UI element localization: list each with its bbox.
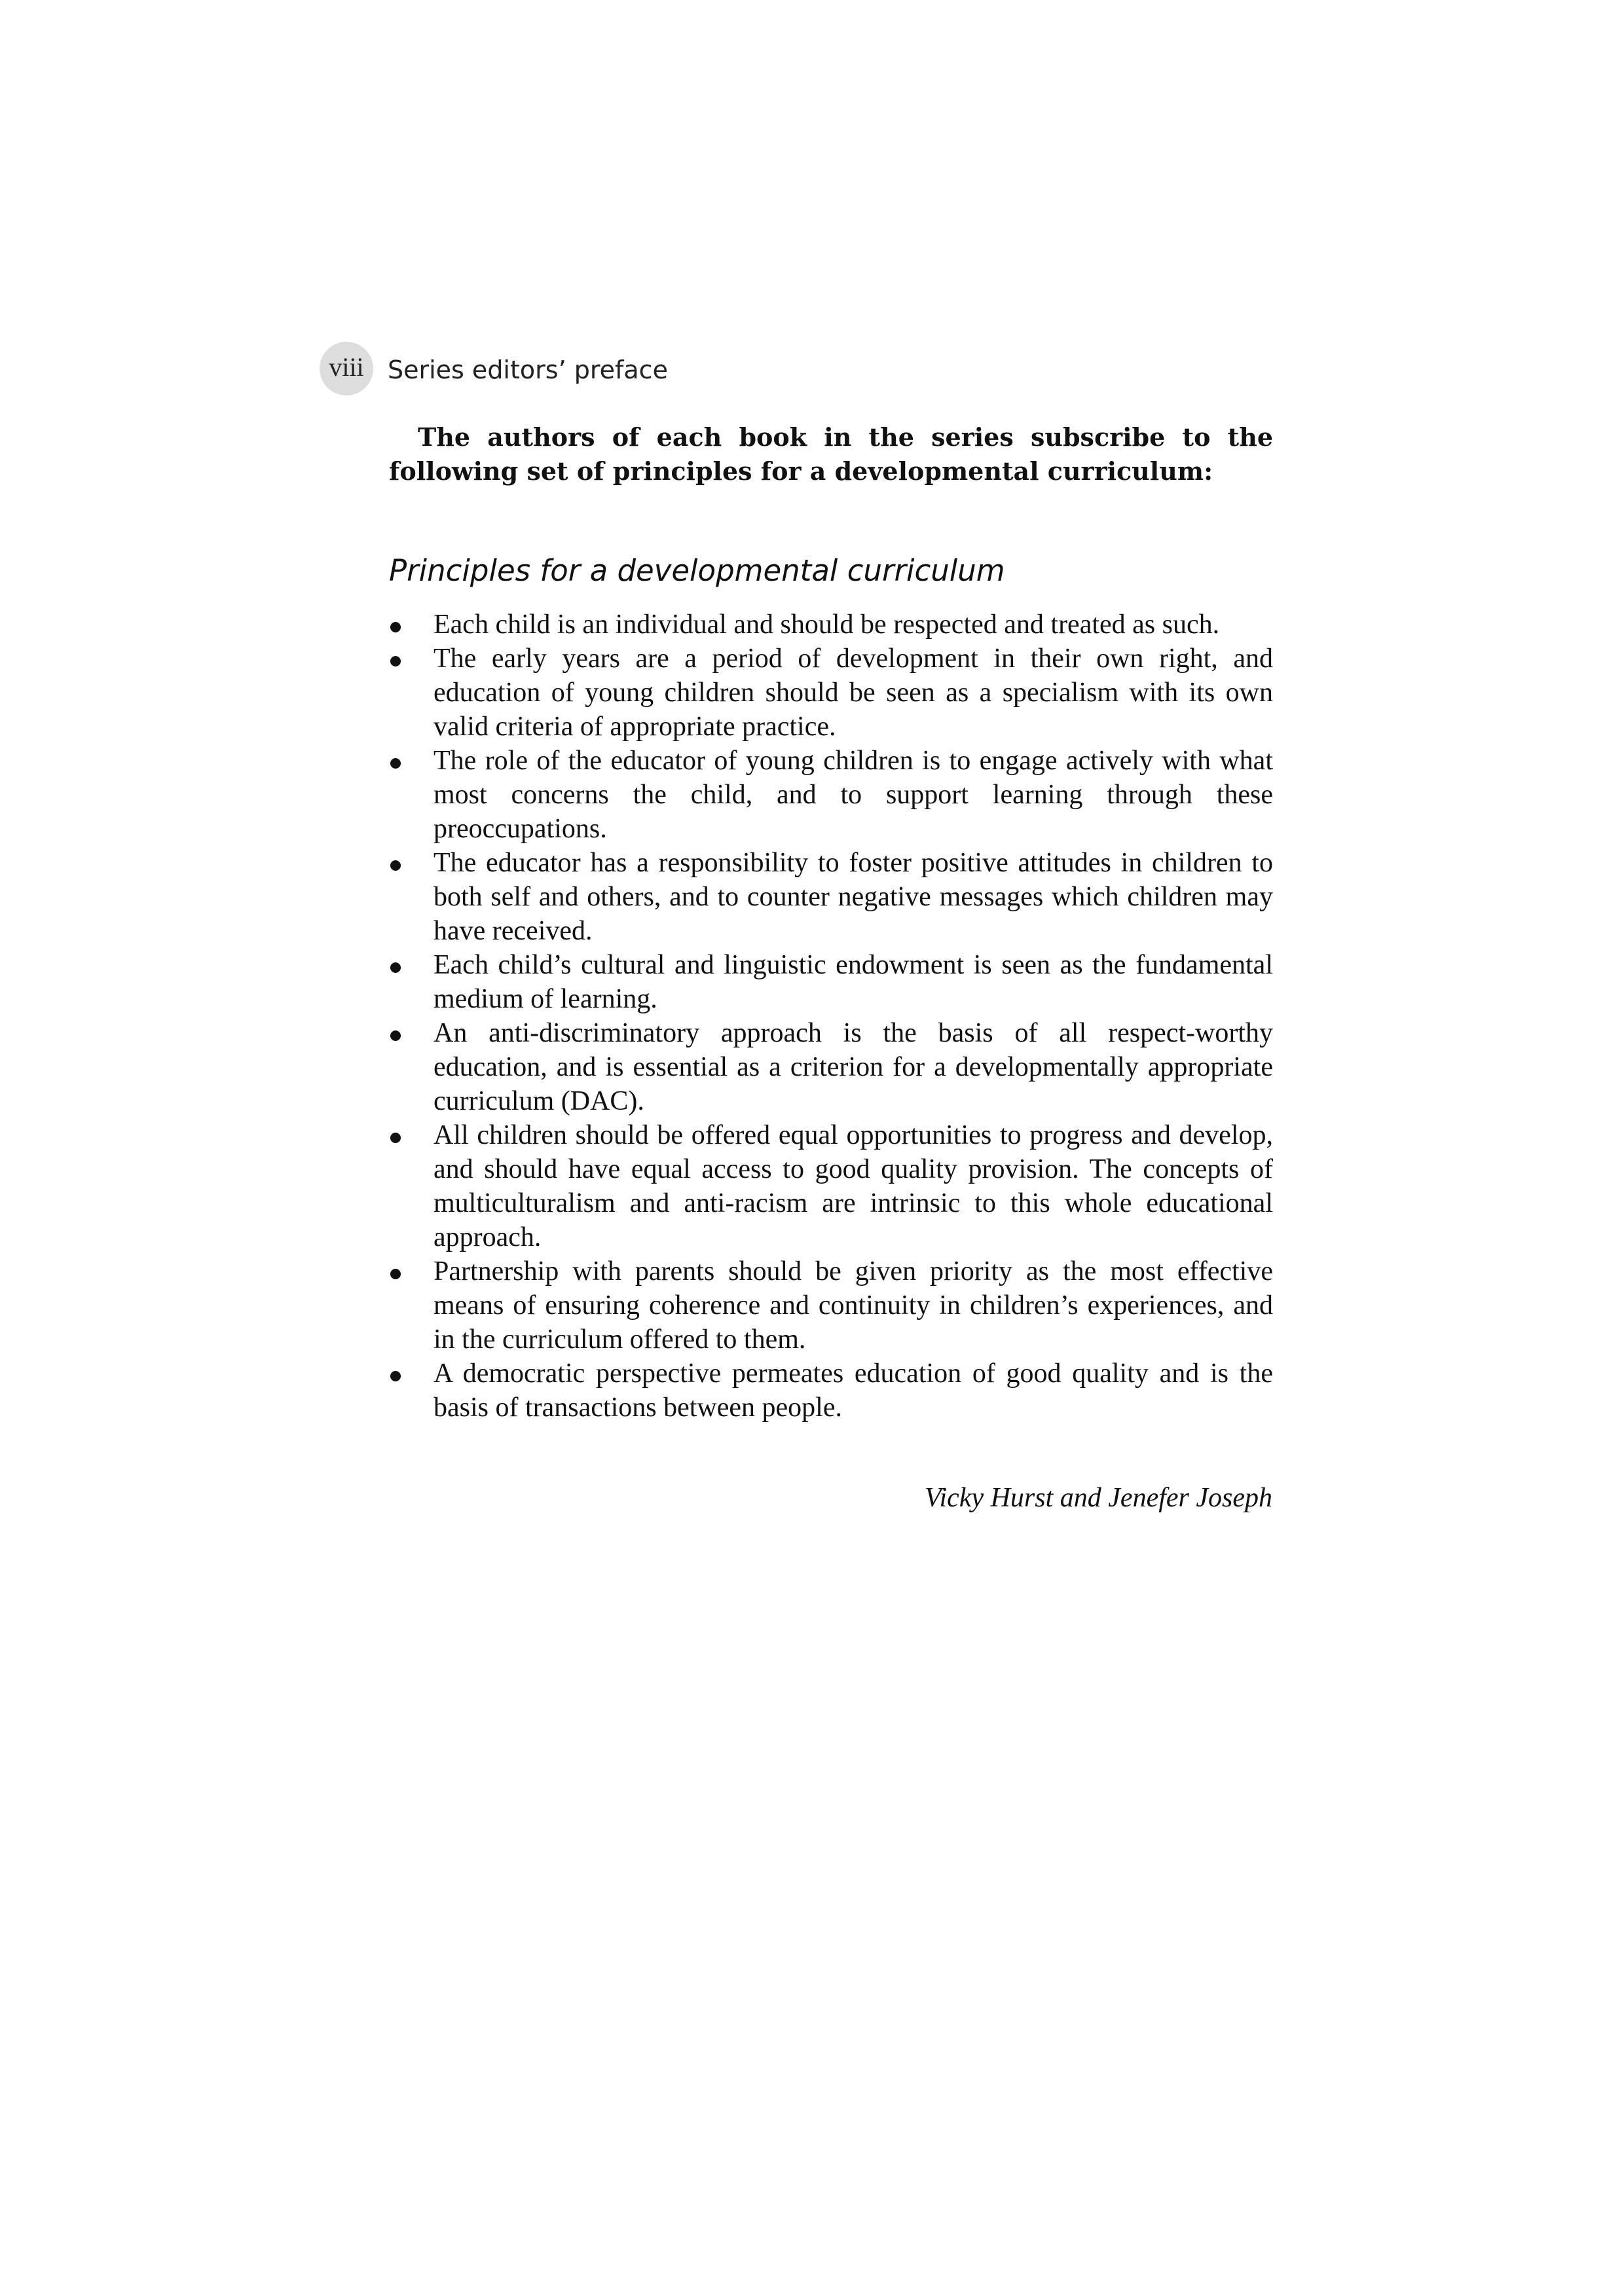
list-item [389, 608, 1273, 642]
list-item [389, 1357, 1273, 1425]
list-item-text: The educator has a responsibility to foster positive attitudes in children to both self and others, and to counter negative messages which children may have received. [434, 848, 1273, 946]
list-item-text: A democratic perspective permeates education of good quality and is the basis of transactions between people. [434, 1358, 1273, 1423]
list-item [389, 846, 1273, 948]
bullet-icon [390, 860, 401, 871]
bullet-icon [390, 656, 401, 666]
bullet-icon [390, 1371, 401, 1381]
bullet-icon [390, 1269, 401, 1279]
list-item-text: An anti-discriminatory approach is the basis of all respect-worthy education, and is essential as a criterion for a developmentally appropriate curriculum (DAC). [434, 1018, 1273, 1116]
list-item-text: The early years are a period of development in their own right, and education of young children should be seen as a specialism with its own valid criteria of appropriate practice. [434, 644, 1273, 742]
list-item-text: Each child is an individual and should be respected and treated as such. [434, 610, 1220, 640]
signature: Vicky Hurst and Jenefer Joseph [924, 1483, 1272, 1513]
list-item [389, 948, 1273, 1016]
bullet-icon [390, 758, 401, 769]
bullet-icon [390, 622, 401, 632]
principles-list [389, 608, 1273, 1425]
intro-paragraph: The authors of each book in the series subscribe to the following set of principles for a developmental curriculum: [389, 422, 1273, 486]
list-item [389, 642, 1273, 744]
page-number: viii [329, 352, 364, 382]
list-item-text: All children should be offered equal opportunities to progress and develop, and should have equal access to good quality provision. The concepts of multiculturalism and anti-racism are intrinsic to this whole educational approach. [434, 1120, 1273, 1252]
list-item-text: Partnership with parents should be given priority as the most effective means of ensuring coherence and continuity in children’s experiences, and in the curriculum offered to them. [434, 1256, 1273, 1355]
list-item [389, 1254, 1273, 1357]
bullet-icon [390, 1030, 401, 1041]
list-item-text: The role of the educator of young children is to engage actively with what most concerns the child, and to support learning through these preoccupations. [434, 746, 1273, 844]
running-head: Series editors’ preface [388, 355, 668, 384]
bullet-icon [390, 962, 401, 973]
bullet-icon [390, 1133, 401, 1143]
list-item [389, 744, 1273, 846]
list-item [389, 1118, 1273, 1254]
list-item [389, 1016, 1273, 1118]
list-item-text: Each child’s cultural and linguistic endowment is seen as the fundamental medium of learning. [434, 950, 1273, 1014]
section-heading: Principles for a developmental curriculum [389, 553, 1005, 588]
